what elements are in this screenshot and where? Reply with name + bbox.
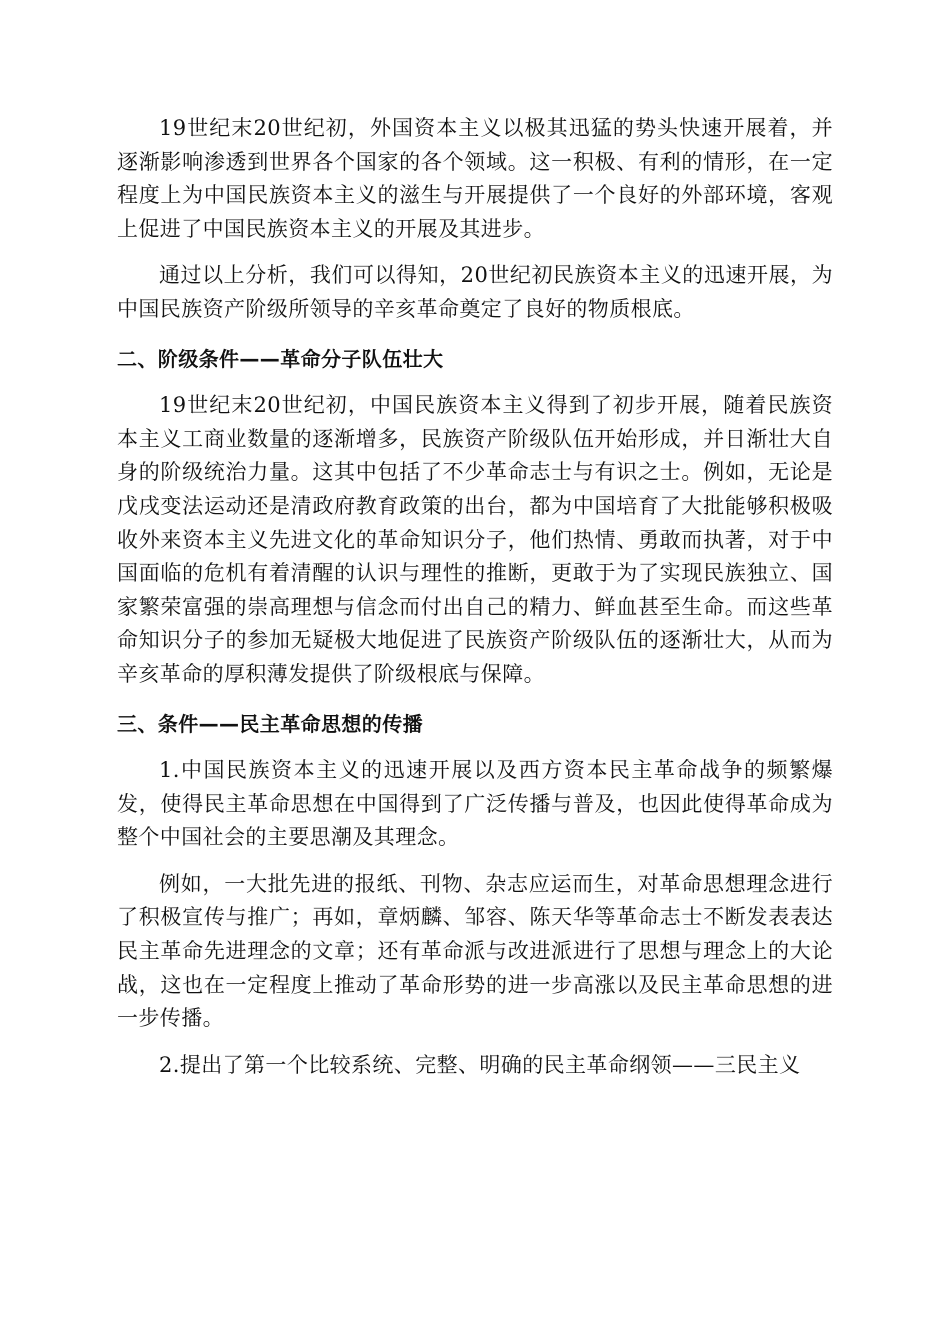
section-heading-class-conditions: 二、阶级条件——革命分子队伍壮大 [117, 346, 444, 371]
paragraph-analysis-summary: 通过以上分析，我们可以得知，20世纪初民族资本主义的迅速开展，为中国民族资产阶级所领导的辛亥革命奠定了良好的物质根底。 [117, 263, 833, 321]
paragraph-foreign-capitalism: 19世纪末20世纪初，外国资本主义以极其迅猛的势头快速开展着，并逐渐影响渗透到世界各个国家的各个领域。这一积极、有利的情形，在一定程度上为中国民族资本主义的滋生与开展提供了一个良好的外部环境，客观上促进了中国民族资本主义的开展及其进步。 [117, 116, 833, 241]
paragraph-bourgeoisie-growth: 19世纪末20世纪初，中国民族资本主义得到了初步开展，随着民族资本主义工商业数量的逐渐增多，民族资产阶级队伍开始形成，并日渐壮大自身的阶级统治力量。这其中包括了不少革命志士与有识之士。例如，无论是戊戌变法运动还是清政府教育政策的出台，都为中国培育了大批能够积极吸收外来资本主义先进文化的革命知识分子，他们热情、勇敢而执著，对于中国面临的危机有着清醒的认识与理性的推断，更敢于为了实现民族独立、国家繁荣富强的崇高理想与信念而付出自己的精力、鲜血甚至生命。而这些革命知识分子的参加无疑极大地促进了民族资产阶级队伍的逐渐壮大，从而为辛亥革命的厚积薄发提供了阶级根底与保障。 [117, 393, 833, 686]
paragraph-point-2: 2.提出了第一个比较系统、完整、明确的民主革命纲领——三民主义 [159, 1052, 801, 1077]
paragraph-examples: 例如，一大批先进的报纸、刊物、杂志应运而生，对革命思想理念进行了积极宣传与推广；再如，章炳麟、邹容、陈天华等革命志士不断发表表达民主革命先进理念的文章；还有革命派与改进派进行了思想与理念上的大论战，这也在一定程度上推动了革命形势的进一步高涨以及民主革命思想的进一步传播。 [117, 871, 833, 1031]
document-body [117, 112, 833, 1082]
section-heading-ideology-spread: 三、条件——民主革命思想的传播 [117, 711, 423, 736]
paragraph-point-1: 1.中国民族资本主义的迅速开展以及西方资本民主革命战争的频繁爆发，使得民主革命思想在中国得到了广泛传播与普及，也因此使得革命成为整个中国社会的主要思潮及其理念。 [117, 758, 833, 850]
